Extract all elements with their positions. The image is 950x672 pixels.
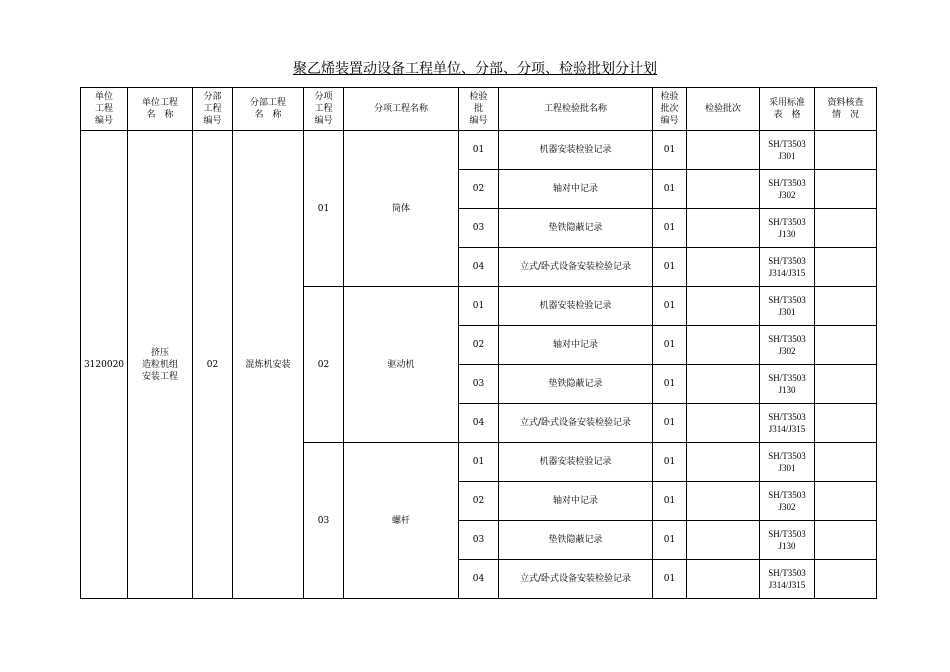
standard-cell: SH/T3503 J301 [760, 287, 815, 326]
batch-count-code-cell: 01 [653, 248, 687, 287]
header-review: 资料核查 情 况 [815, 88, 877, 131]
part-name-cell: 混炼机安装 [233, 131, 304, 599]
batch-count-cell [687, 248, 760, 287]
review-cell [815, 482, 877, 521]
table-body [81, 131, 877, 599]
batch-count-cell [687, 131, 760, 170]
batch-count-cell [687, 287, 760, 326]
batch-name-cell: 机器安装检验记录 [499, 287, 653, 326]
batch-name-cell: 轴对中记录 [499, 482, 653, 521]
batch-name-cell: 垫铁隐蔽记录 [499, 209, 653, 248]
batch-count-cell [687, 482, 760, 521]
item-name-cell: 驱动机 [344, 287, 459, 443]
batch-code-cell: 02 [459, 482, 499, 521]
review-cell [815, 365, 877, 404]
standard-cell: SH/T3503 J302 [760, 482, 815, 521]
standard-cell: SH/T3503 J302 [760, 326, 815, 365]
unit-name-cell: 挤压 造粒机组 安装工程 [128, 131, 193, 599]
header-batch-count-code: 检验 批次 编号 [653, 88, 687, 131]
table-row [81, 131, 877, 170]
batch-code-cell: 04 [459, 404, 499, 443]
review-cell [815, 248, 877, 287]
inspection-plan-table [80, 87, 877, 599]
batch-count-code-cell: 01 [653, 560, 687, 599]
header-batch-name: 工程检验批名称 [499, 88, 653, 131]
header-unit-code: 单位 工程 编号 [81, 88, 128, 131]
standard-cell: SH/T3503 J130 [760, 209, 815, 248]
batch-name-cell: 立式/卧式设备安装检验记录 [499, 248, 653, 287]
header-batch-count: 检验批次 [687, 88, 760, 131]
header-unit-name: 单位工程 名 称 [128, 88, 193, 131]
header-part-code: 分部 工程 编号 [193, 88, 233, 131]
batch-code-cell: 03 [459, 521, 499, 560]
batch-code-cell: 03 [459, 365, 499, 404]
batch-code-cell: 02 [459, 170, 499, 209]
review-cell [815, 404, 877, 443]
batch-code-cell: 01 [459, 131, 499, 170]
standard-cell: SH/T3503 J130 [760, 521, 815, 560]
batch-name-cell: 立式/卧式设备安装检验记录 [499, 560, 653, 599]
batch-count-code-cell: 01 [653, 131, 687, 170]
header-part-name: 分部工程 名 称 [233, 88, 304, 131]
header-standard: 采用标准 表 格 [760, 88, 815, 131]
review-cell [815, 560, 877, 599]
batch-name-cell: 立式/卧式设备安装检验记录 [499, 404, 653, 443]
batch-name-cell: 轴对中记录 [499, 326, 653, 365]
standard-cell: SH/T3503 J302 [760, 170, 815, 209]
batch-code-cell: 01 [459, 443, 499, 482]
batch-count-cell [687, 326, 760, 365]
review-cell [815, 209, 877, 248]
batch-count-cell [687, 404, 760, 443]
batch-name-cell: 垫铁隐蔽记录 [499, 521, 653, 560]
review-cell [815, 521, 877, 560]
batch-name-cell: 机器安装检验记录 [499, 131, 653, 170]
batch-count-cell [687, 521, 760, 560]
review-cell [815, 287, 877, 326]
standard-cell: SH/T3503 J130 [760, 365, 815, 404]
batch-count-cell [687, 560, 760, 599]
unit-code-cell: 3120020 [81, 131, 128, 599]
batch-name-cell: 机器安装检验记录 [499, 443, 653, 482]
batch-count-cell [687, 365, 760, 404]
item-code-cell: 01 [304, 131, 344, 287]
batch-code-cell: 04 [459, 248, 499, 287]
standard-cell: SH/T3503 J301 [760, 131, 815, 170]
batch-count-code-cell: 01 [653, 287, 687, 326]
batch-count-code-cell: 01 [653, 365, 687, 404]
batch-count-code-cell: 01 [653, 170, 687, 209]
standard-cell: SH/T3503 J314/J315 [760, 404, 815, 443]
batch-count-code-cell: 01 [653, 326, 687, 365]
item-code-cell: 02 [304, 287, 344, 443]
header-item-code: 分项 工程 编号 [304, 88, 344, 131]
header-row [81, 88, 877, 131]
review-cell [815, 131, 877, 170]
batch-count-cell [687, 170, 760, 209]
batch-count-code-cell: 01 [653, 209, 687, 248]
batch-count-code-cell: 01 [653, 482, 687, 521]
item-name-cell: 筒体 [344, 131, 459, 287]
item-code-cell: 03 [304, 443, 344, 599]
batch-code-cell: 01 [459, 287, 499, 326]
batch-count-code-cell: 01 [653, 404, 687, 443]
item-name-cell: 螺杆 [344, 443, 459, 599]
batch-count-cell [687, 443, 760, 482]
standard-cell: SH/T3503 J314/J315 [760, 560, 815, 599]
header-item-name: 分项工程名称 [344, 88, 459, 131]
batch-count-code-cell: 01 [653, 521, 687, 560]
review-cell [815, 326, 877, 365]
batch-name-cell: 垫铁隐蔽记录 [499, 365, 653, 404]
batch-code-cell: 04 [459, 560, 499, 599]
batch-count-code-cell: 01 [653, 443, 687, 482]
header-batch-code: 检验 批 编号 [459, 88, 499, 131]
batch-count-cell [687, 209, 760, 248]
part-code-cell: 02 [193, 131, 233, 599]
batch-code-cell: 03 [459, 209, 499, 248]
review-cell [815, 443, 877, 482]
review-cell [815, 170, 877, 209]
standard-cell: SH/T3503 J301 [760, 443, 815, 482]
batch-code-cell: 02 [459, 326, 499, 365]
batch-name-cell: 轴对中记录 [499, 170, 653, 209]
standard-cell: SH/T3503 J314/J315 [760, 248, 815, 287]
page-title: 聚乙烯装置动设备工程单位、分部、分项、检验批划分计划 [293, 61, 657, 77]
